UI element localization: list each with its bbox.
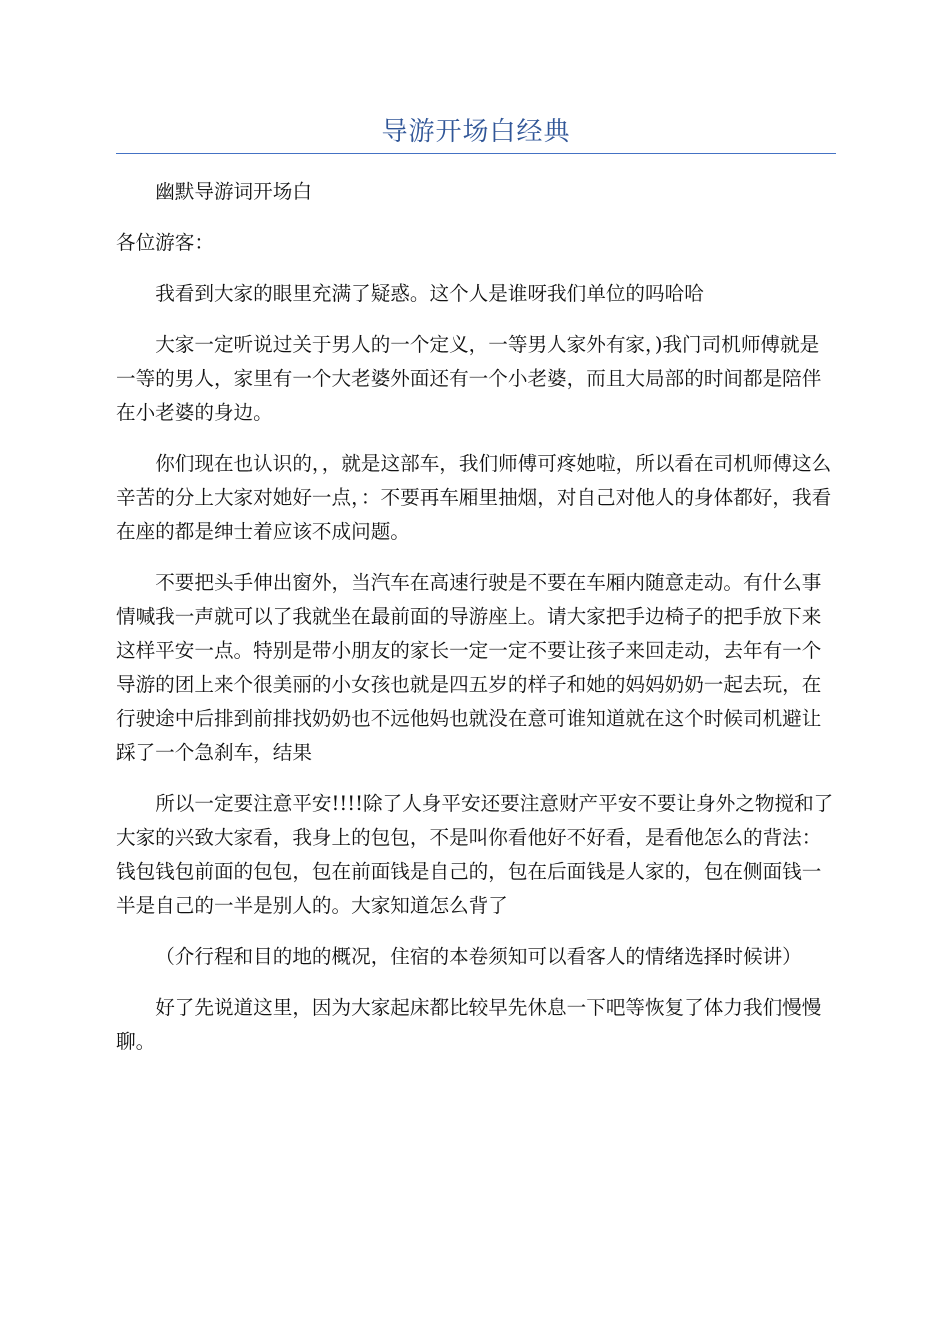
body-paragraph: （介行程和目的地的概况，住宿的本卷须知可以看客人的情绪选择时候讲）: [155, 945, 802, 968]
title-underline: [116, 153, 836, 154]
body-paragraph: 不要把头手伸出窗外，当汽车在高速行驶是不要在车厢内随意走动。有什么事情喊我一声就可以了我就坐在最前面的导游座上。请大家把手边椅子的把手放下来这样平安一点。特别是带小朋友的家长一定一定不要让孩子来回走动，去年有一个导游的团上来个很美丽的小女孩也就是四五岁的样子和她的妈妈奶奶一起去玩，在行驶途中后排到前排找奶奶也不远他妈也就没在意可谁知道就在这个时候司机避让踩了一个急刹车，结果: [116, 571, 822, 764]
body-paragraph: 大家一定听说过关于男人的一个定义，一等男人家外有家，)我门司机师傅就是一等的男人，家里有一个大老婆外面还有一个小老婆，而且大局部的时间都是陪伴在小老婆的身边。: [116, 333, 822, 424]
document-title: 导游开场白经典: [381, 117, 571, 147]
body-paragraph: 你们现在也认识的，，就是这部车，我们师傅可疼她啦，所以看在司机师傅这么辛苦的分上大家对她好一点，：不要再车厢里抽烟，对自己对他人的身体都好，我看在座的都是绅士着应该不成问题。: [116, 452, 832, 543]
salutation-paragraph: 各位游客：: [116, 231, 214, 254]
body-paragraph: 好了先说道这里，因为大家起床都比较早先休息一下吧等恢复了体力我们慢慢聊。: [116, 996, 822, 1053]
body-paragraph: 我看到大家的眼里充满了疑惑。这个人是谁呀我们单位的吗哈哈: [155, 282, 704, 305]
body-paragraph: 所以一定要注意平安!!!!除了人身平安还要注意财产平安不要让身外之物搅和了大家的兴致大家看，我身上的包包，不是叫你看他好不好看，是看他怎么的背法：钱包钱包前面的包包，包在前面钱是自己的，包在后面钱是人家的，包在侧面钱一半是自己的一半是别人的。大家知道怎么背了: [116, 792, 834, 917]
subtitle-paragraph: 幽默导游词开场白: [155, 180, 312, 203]
document-body: [116, 175, 836, 1076]
